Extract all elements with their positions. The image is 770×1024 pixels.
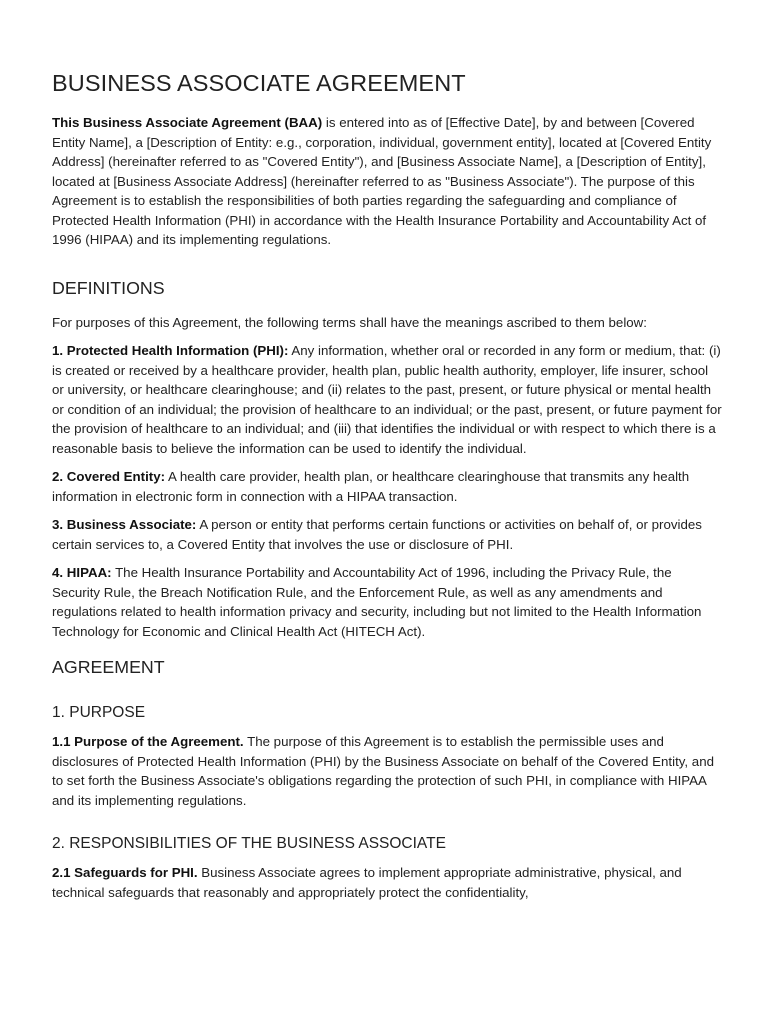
definition-text: The Health Insurance Portability and Accountability Act of 1996, including the Privacy Rule, the Security Rule, the Breach Notification Rule, and the Enforcement Rule, as well as any amendments and regulations related to health information privacy and security, including but not limited to the Health Information Technology for Economic and Clinical Health Act (HITECH Act).: [52, 565, 702, 639]
definition-term: 3. Business Associate:: [52, 517, 197, 532]
purpose-term: 1.1 Purpose of the Agreement.: [52, 734, 244, 749]
purpose-text: The purpose of this Agreement is to establish the permissible uses and disclosures of Protected Health Information (PHI) by the Business Associate on behalf of the Covered Entity, and to set forth the Business Associate's obligations regarding the protection of such PHI, in compliance with HIPAA and its implementing regulations.: [52, 734, 714, 808]
intro-paragraph: [52, 113, 722, 250]
definition-term: 2. Covered Entity:: [52, 469, 166, 484]
purpose-paragraph: [52, 732, 722, 810]
definition-phi: [52, 341, 722, 458]
definition-text: Any information, whether oral or recorded in any form or medium, that: (i) is created or received by a healthcare provider, health plan, public health authority, employer, life insurer, school or university, or healthcare clearinghouse; and (ii) relates to the past, present, or future physical or mental health or condition of an individual; the provision of healthcare to an individual; or the past, present, or future payment for the provision of healthcare to an individual; and (iii) that identifies the individual or with respect to which there is a reasonable basis to believe the information can be used to identify the individual.: [52, 343, 722, 456]
responsibilities-heading: 2. RESPONSIBILITIES OF THE BUSINESS ASSOCIATE: [52, 835, 446, 852]
definition-covered-entity: [52, 467, 722, 506]
agreement-heading: AGREEMENT: [52, 657, 165, 677]
definition-term: 4. HIPAA:: [52, 565, 112, 580]
definitions-intro: For purposes of this Agreement, the following terms shall have the meanings ascribed to them below:: [52, 314, 647, 330]
intro-lead: This Business Associate Agreement (BAA): [52, 115, 323, 130]
definition-term: 1. Protected Health Information (PHI):: [52, 343, 289, 358]
definition-text: A person or entity that performs certain functions or activities on behalf of, or provides certain services to, a Covered Entity that involves the use or disclosure of PHI.: [52, 517, 702, 552]
definition-business-associate: [52, 515, 722, 554]
safeguards-term: 2.1 Safeguards for PHI.: [52, 865, 198, 880]
document-page: [52, 68, 722, 902]
intro-text: is entered into as of [Effective Date], by and between [Covered Entity Name], a [Description of Entity: e.g., corporation, individual, government entity], located at [Covered Entity Address] (hereinafter referred to as "Covered Entity"), and [Business Associate Name], a [Description of Entity], located at [Business Associate Address] (hereinafter referred to as "Business Associate"). The purpose of this Agreement is to establish the responsibilities of both parties regarding the safeguarding and compliance of Protected Health Information (PHI) in accordance with the Health Insurance Portability and Accountability Act of 1996 (HIPAA) and its implementing regulations.: [52, 115, 712, 247]
purpose-heading: 1. PURPOSE: [52, 704, 146, 721]
definitions-heading: DEFINITIONS: [52, 277, 165, 298]
document-title: BUSINESS ASSOCIATE AGREEMENT: [52, 70, 466, 96]
safeguards-paragraph: [52, 863, 722, 902]
definition-text: A health care provider, health plan, or healthcare clearinghouse that transmits any health information in electronic form in connection with a HIPAA transaction.: [52, 469, 690, 504]
safeguards-text: Business Associate agrees to implement appropriate administrative, physical, and technical safeguards that reasonably and appropriately protect the confidentiality,: [52, 865, 682, 900]
definition-hipaa: [52, 563, 722, 641]
